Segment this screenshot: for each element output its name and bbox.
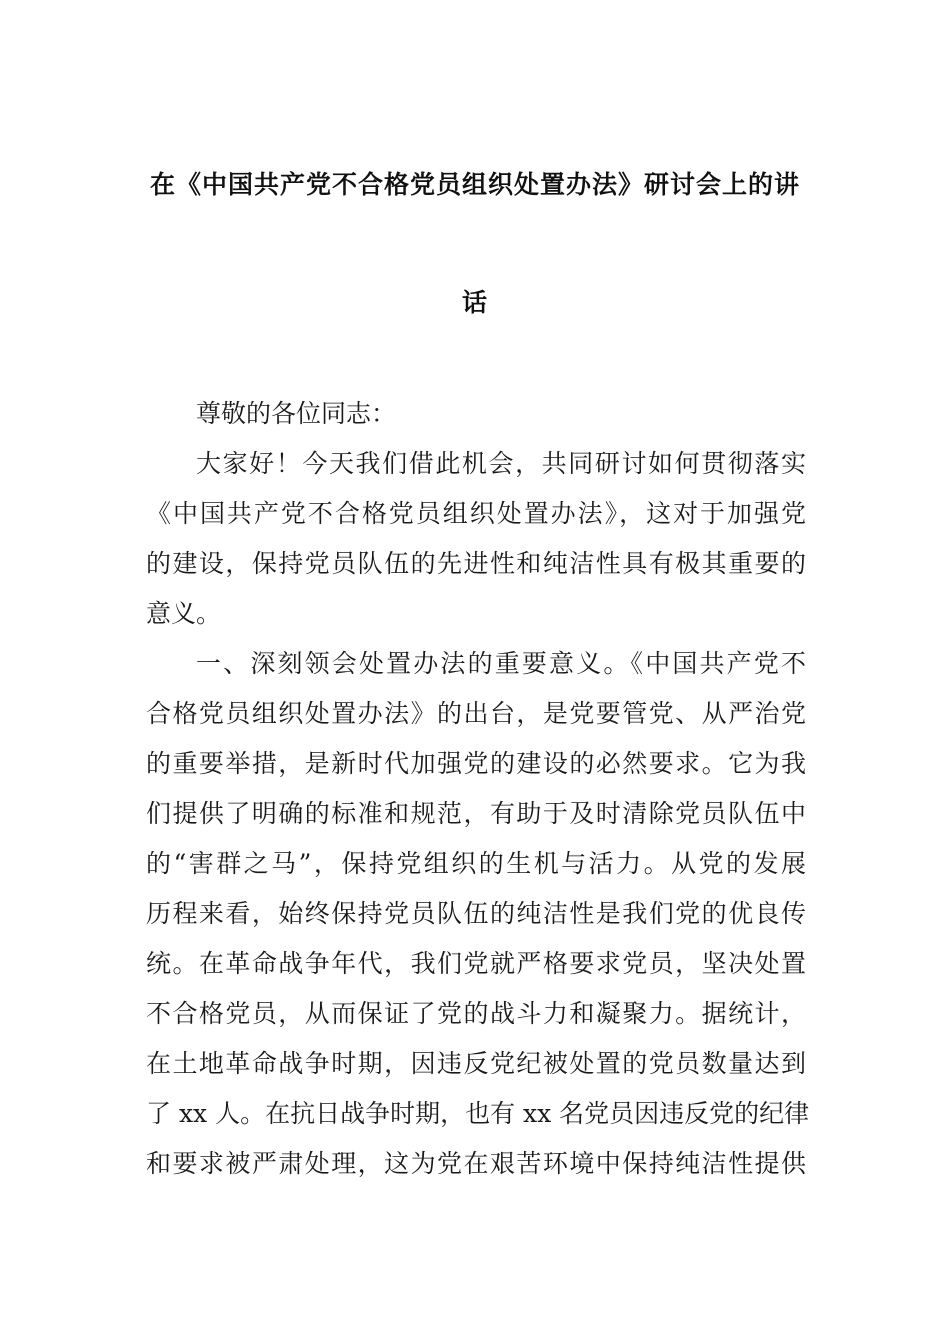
body-line: 和要求被严肃处理，这为党在艰苦环境中保持纯洁性提供 xyxy=(146,1149,806,1178)
body-line: 一、深刻领会处置办法的重要意义。《中国共产党不 xyxy=(196,649,806,678)
salutation: 尊敬的各位同志： xyxy=(196,399,397,428)
document-title-line-2: 话 xyxy=(461,288,488,317)
body-line: 历程来看，始终保持党员队伍的纯洁性是我们党的优良传 xyxy=(146,899,806,928)
body-line: 的“害群之马”，保持党组织的生机与活力。从党的发展 xyxy=(146,849,806,878)
body-line: 合格党员组织处置办法》的出台，是党要管党、从严治党 xyxy=(146,699,806,728)
body-line: 统。在革命战争年代，我们党就严格要求党员，坚决处置 xyxy=(146,949,806,978)
body-line: 们提供了明确的标准和规范，有助于及时清除党员队伍中 xyxy=(146,799,806,828)
body-line: 意义。 xyxy=(146,599,222,628)
body-line: 的重要举措，是新时代加强党的建设的必然要求。它为我 xyxy=(146,749,806,778)
body-line: 的建设，保持党员队伍的先进性和纯洁性具有极其重要的 xyxy=(146,549,806,578)
body-line: 了 xx 人。在抗日战争时期，也有 xx 名党员因违反党的纪律 xyxy=(146,1099,810,1128)
body-line: 在土地革命战争时期，因违反党纪被处置的党员数量达到 xyxy=(146,1049,806,1078)
document-title-line-1: 在《中国共产党不合格党员组织处置办法》研讨会上的讲 xyxy=(149,170,800,199)
body-line: 不合格党员，从而保证了党的战斗力和凝聚力。据统计， xyxy=(146,999,806,1028)
body-line: 《中国共产党不合格党员组织处置办法》，这对于加强党 xyxy=(146,499,806,528)
body-line: 大家好！今天我们借此机会，共同研讨如何贯彻落实 xyxy=(196,449,806,478)
